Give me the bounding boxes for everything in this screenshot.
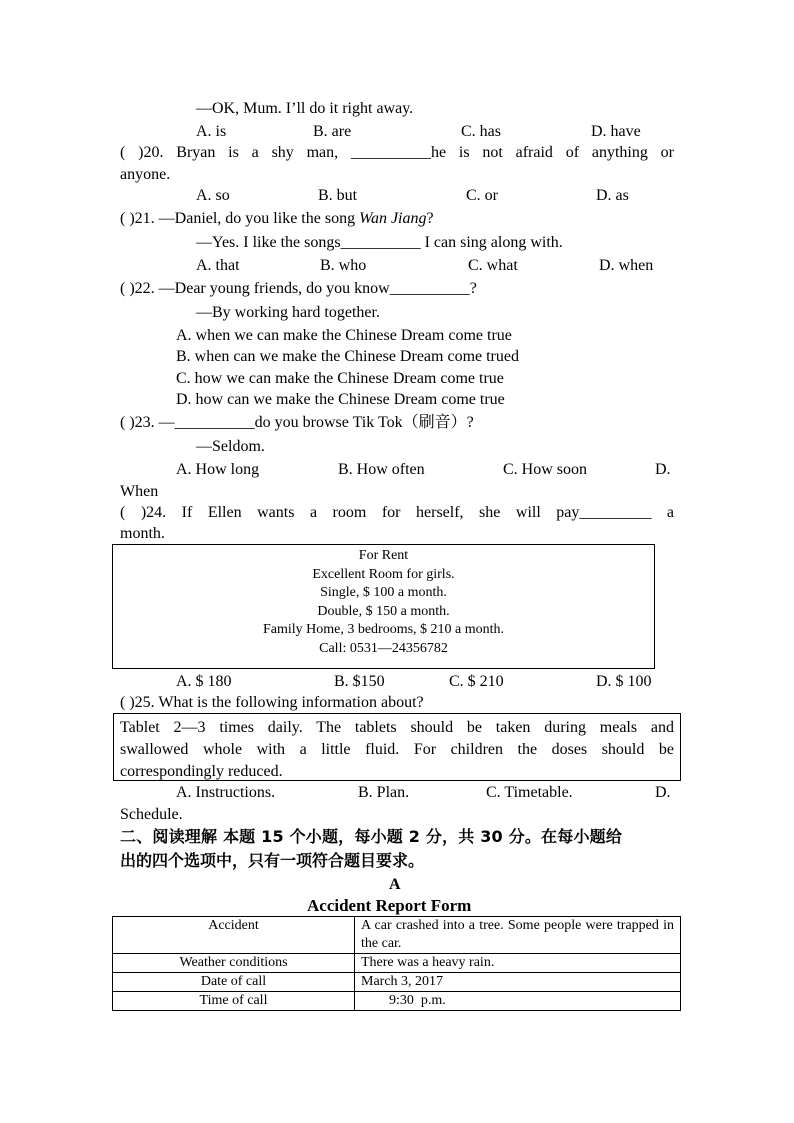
accident-report-table	[112, 916, 681, 1011]
row-label: Date of call	[113, 973, 355, 992]
q21-option-a: A. that	[196, 257, 240, 274]
rent-notice-line: Call: 0531—24356782	[319, 640, 448, 656]
q21-option-b: B. who	[320, 257, 367, 274]
q20-option-c: C. or	[466, 187, 498, 204]
q20-option-a: A. so	[196, 187, 230, 204]
q24-question-wrap: month.	[120, 525, 165, 542]
q24-option-c: C. $ 210	[449, 673, 504, 690]
q22-option-d: D. how can we make the Chinese Dream come true	[176, 391, 505, 408]
q22-option-c: C. how we can make the Chinese Dream come true	[176, 370, 504, 387]
row-value: A car crashed into a tree. Some people were trapped in the car.	[355, 917, 681, 954]
row-label: Time of call	[113, 992, 355, 1011]
q21-prefix: ( )21. —Daniel, do you like the song	[120, 210, 360, 227]
q23-answer-line: —Seldom.	[196, 438, 265, 455]
tablet-text-line: correspondingly reduced.	[120, 763, 283, 780]
section-heading-wrap: 出的四个选项中，只有一项符合题目要求。	[120, 851, 425, 870]
row-value: 9:30 p.m.	[355, 992, 681, 1011]
q21-suffix: ?	[426, 210, 434, 227]
q21-option-c: C. what	[468, 257, 518, 274]
rent-notice-line: For Rent	[358, 548, 409, 563]
q19-option-d: D. have	[591, 123, 641, 140]
q20-option-d: D. as	[596, 187, 629, 204]
q25-option-d-wrap: Schedule.	[120, 806, 183, 823]
rent-notice-line: Excellent Room for girls.	[312, 566, 455, 582]
q20-question: ( )20. Bryan is a shy man, __________he is not afraid of anything or	[120, 144, 674, 161]
row-value: There was a heavy rain.	[355, 954, 681, 973]
rent-notice	[112, 544, 655, 669]
q19-option-c: C. has	[461, 123, 501, 140]
tablet-instructions-box	[113, 713, 681, 781]
rent-notice-line: Family Home, 3 bedrooms, $ 210 a month.	[262, 622, 505, 637]
q25-option-a: A. Instructions.	[176, 784, 276, 801]
form-title: Accident Report Form	[307, 896, 472, 915]
q24-option-b: B. $150	[334, 673, 385, 690]
q25-option-d: D.	[655, 784, 671, 801]
q22-option-a: A. when we can make the Chinese Dream come true	[176, 327, 512, 344]
tablet-text-line: Tablet 2—3 times daily. The tablets should be taken during meals and	[120, 719, 674, 736]
q23-option-b: B. How often	[338, 461, 425, 478]
q23-option-c: C. How soon	[503, 461, 588, 478]
rent-notice-line: Single, $ 100 a month.	[320, 585, 447, 600]
q19-option-a: A. is	[196, 123, 227, 140]
q21-question	[120, 209, 434, 229]
q19-option-b: B. are	[313, 123, 352, 140]
q25-option-c: C. Timetable.	[486, 784, 573, 801]
q23-question: ( )23. —__________do you browse Tik Tok（刷音）?	[120, 414, 474, 431]
q25-option-b: B. Plan.	[358, 784, 410, 801]
q21-song-title: Wan Jiang	[359, 210, 427, 227]
passage-letter: A	[389, 876, 401, 893]
q24-option-d: D. $ 100	[596, 673, 652, 690]
section-heading: 二、阅读理解 本题 15 个小题，每小题 2 分，共 30 分。在每小题给	[120, 827, 623, 846]
q24-question: ( )24. If Ellen wants a room for herself, she will pay_________ a	[120, 504, 674, 521]
q20-option-b: B. but	[318, 187, 358, 204]
rent-notice-line: Double, $ 150 a month.	[317, 603, 450, 619]
table-row	[113, 992, 681, 1011]
q19-dialog: —OK, Mum. I’ll do it right away.	[196, 100, 414, 117]
q25-question: ( )25. What is the following information about?	[120, 694, 424, 711]
q22-answer-line: —By working hard together.	[196, 304, 380, 321]
tablet-text-line: swallowed whole with a little fluid. For children the doses should be	[120, 741, 674, 758]
table-row	[113, 973, 681, 992]
row-value: March 3, 2017	[355, 973, 681, 992]
table-row	[113, 917, 681, 954]
table-row	[113, 954, 681, 973]
q21-option-d: D. when	[599, 257, 654, 274]
q24-option-a: A. $ 180	[176, 673, 232, 690]
q22-option-b: B. when can we make the Chinese Dream come trued	[176, 348, 519, 365]
q23-option-a: A. How long	[176, 461, 260, 478]
q20-question-wrap: anyone.	[120, 166, 171, 183]
q23-option-d: D.	[655, 461, 671, 478]
row-label: Accident	[113, 917, 355, 954]
row-label: Weather conditions	[113, 954, 355, 973]
q22-question: ( )22. —Dear young friends, do you know__________?	[120, 280, 477, 297]
q23-option-d-wrap: When	[120, 483, 159, 500]
q21-answer-line: —Yes. I like the songs__________ I can sing along with.	[196, 234, 563, 251]
